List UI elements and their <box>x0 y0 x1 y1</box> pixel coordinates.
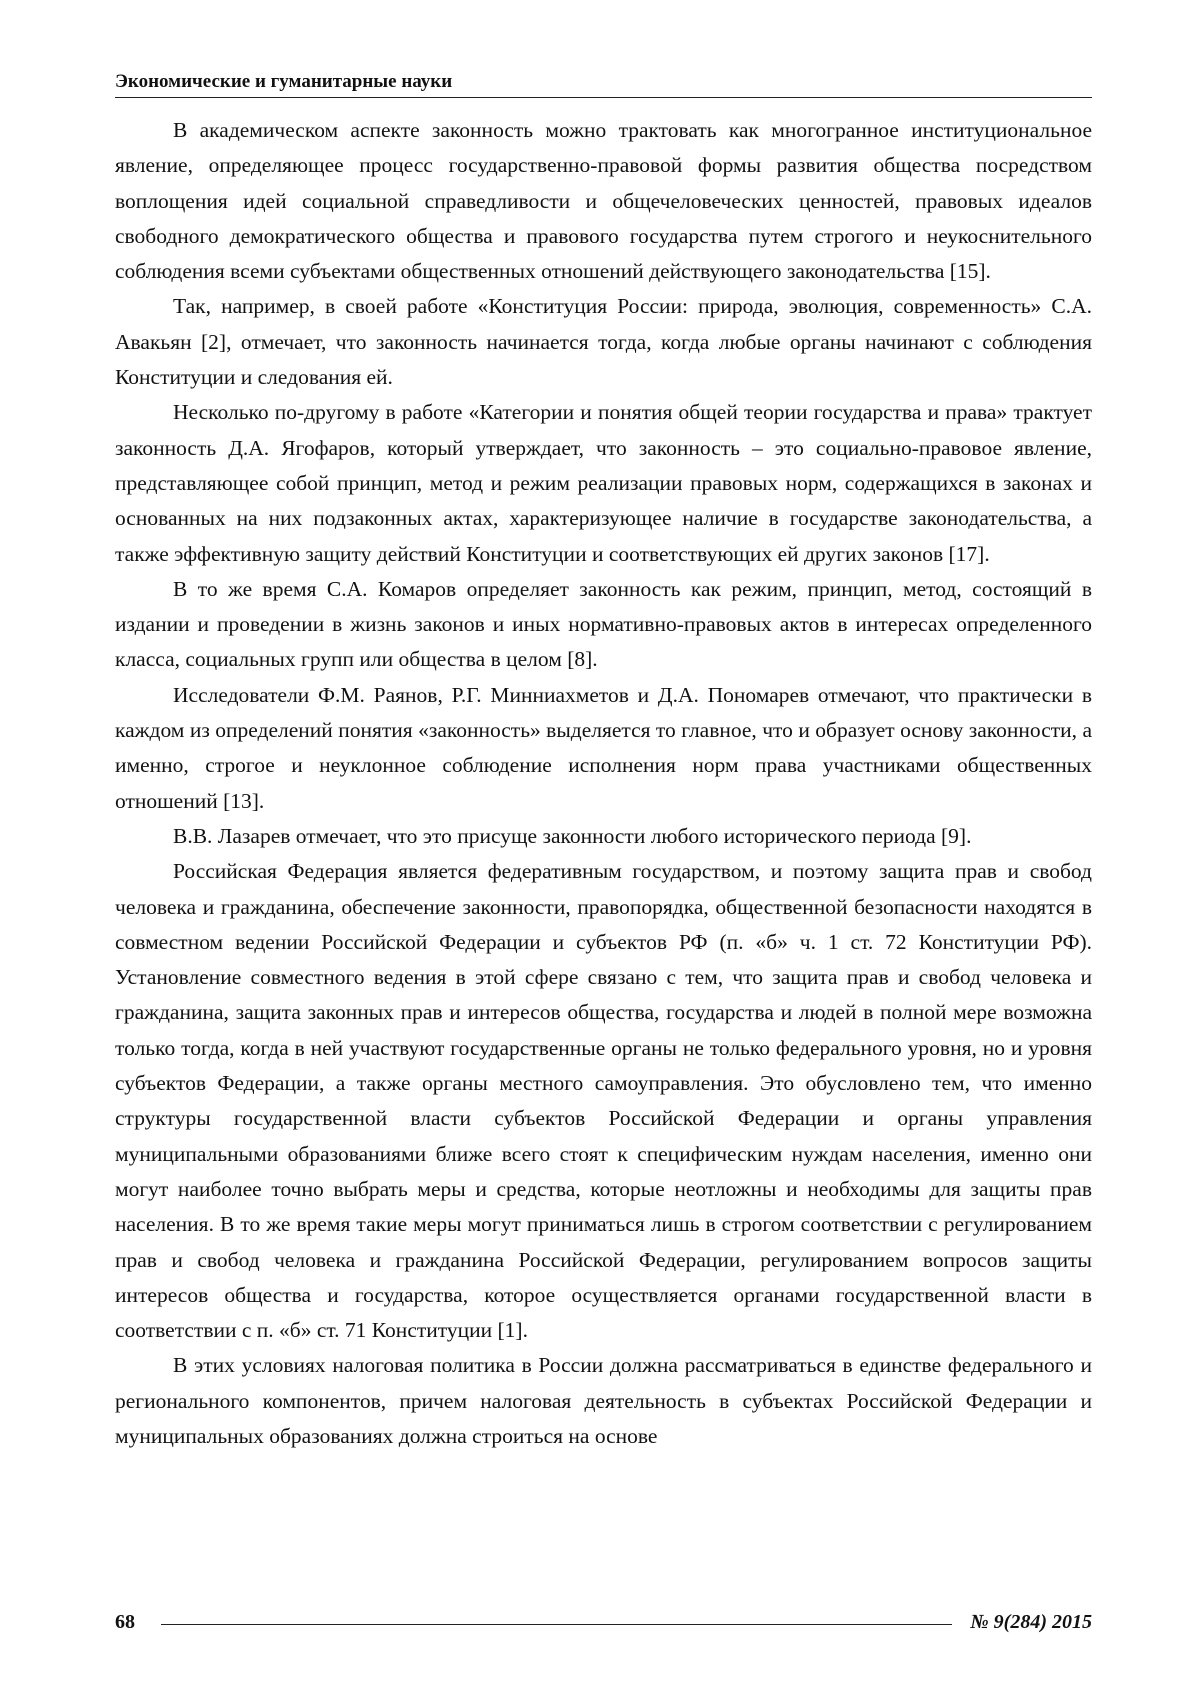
issue-label: № 9(284) 2015 <box>970 1611 1092 1634</box>
footer-rule <box>161 1624 952 1625</box>
article-body <box>115 113 1092 1454</box>
running-header <box>115 70 1092 98</box>
paragraph: В.В. Лазарев отмечает, что это присуще законности любого исторического периода [9]. <box>115 819 1092 854</box>
paragraph: В то же время С.А. Комаров определяет законность как режим, принцип, метод, состоящий в издании и проведении в жизнь законов и иных нормативно-правовых актов в интересах определенного класса, социальных групп или общества в целом [8]. <box>115 572 1092 678</box>
paragraph: Российская Федерация является федеративным государством, и поэтому защита прав и свобод человека и гражданина, обеспечение законности, правопорядка, общественной безопасности находятся в совместном ведении Российской Федерации и субъектов РФ (п. «б» ч. 1 ст. 72 Конституции РФ). Установление совместного ведения в этой сфере связано с тем, что защита прав и свобод человека и гражданина, защита законных прав и интересов общества, государства и людей в полной мере возможна только тогда, когда в ней участвуют государственные органы не только федерального уровня, но и уровня субъектов Федерации, а также органы местного самоуправления. Это обусловлено тем, что именно структуры государственной власти субъектов Российской Федерации и органы управления муниципальными образованиями ближе всего стоят к специфическим нуждам населения, именно они могут наиболее точно выбрать меры и средства, которые неотложны и необходимы для защиты прав населения. В то же время такие меры могут приниматься лишь в строгом соответствии с регулированием прав и свобод человека и гражданина Российской Федерации, регулированием вопросов защиты интересов общества и государства, которое осуществляется органами государственной власти в соответствии с п. «б» ст. 71 Конституции [1]. <box>115 854 1092 1348</box>
paragraph: Несколько по-другому в работе «Категории и понятия общей теории государства и права» трактует законность Д.А. Ягофаров, который утверждает, что законность – это социально-правовое явление, представляющее собой принцип, метод и режим реализации правовых норм, содержащихся в законах и основанных на них подзаконных актах, характеризующее наличие в государстве законодательства, а также эффективную защиту действий Конституции и соответствующих ей других законов [17]. <box>115 395 1092 571</box>
paragraph: В этих условиях налоговая политика в России должна рассматриваться в единстве федерального и регионального компонентов, причем налоговая деятельность в субъектах Российской Федерации и муниципальных образованиях должна строиться на основе <box>115 1348 1092 1454</box>
page-footer <box>115 1607 1092 1637</box>
journal-title: Экономические и гуманитарные науки <box>115 71 452 92</box>
paragraph: В академическом аспекте законность можно трактовать как многогранное институциональное явление, определяющее процесс государственно-правовой формы развития общества посредством воплощения идей социальной справедливости и общечеловеческих ценностей, правовых идеалов свободного демократического общества и правового государства путем строгого и неукоснительного соблюдения всеми субъектами общественных отношений действующего законодательства [15]. <box>115 113 1092 289</box>
paragraph: Исследователи Ф.М. Раянов, Р.Г. Минниахметов и Д.А. Пономарев отмечают, что практически в каждом из определений понятия «законность» выделяется то главное, что и образует основу законности, а именно, строгое и неуклонное соблюдение исполнения норм права участниками общественных отношений [13]. <box>115 678 1092 819</box>
paragraph: Так, например, в своей работе «Конституция России: природа, эволюция, современность» С.А. Авакьян [2], отмечает, что законность начинается тогда, когда любые органы начинают с соблюдения Конституции и следования ей. <box>115 289 1092 395</box>
page-number: 68 <box>115 1611 135 1634</box>
